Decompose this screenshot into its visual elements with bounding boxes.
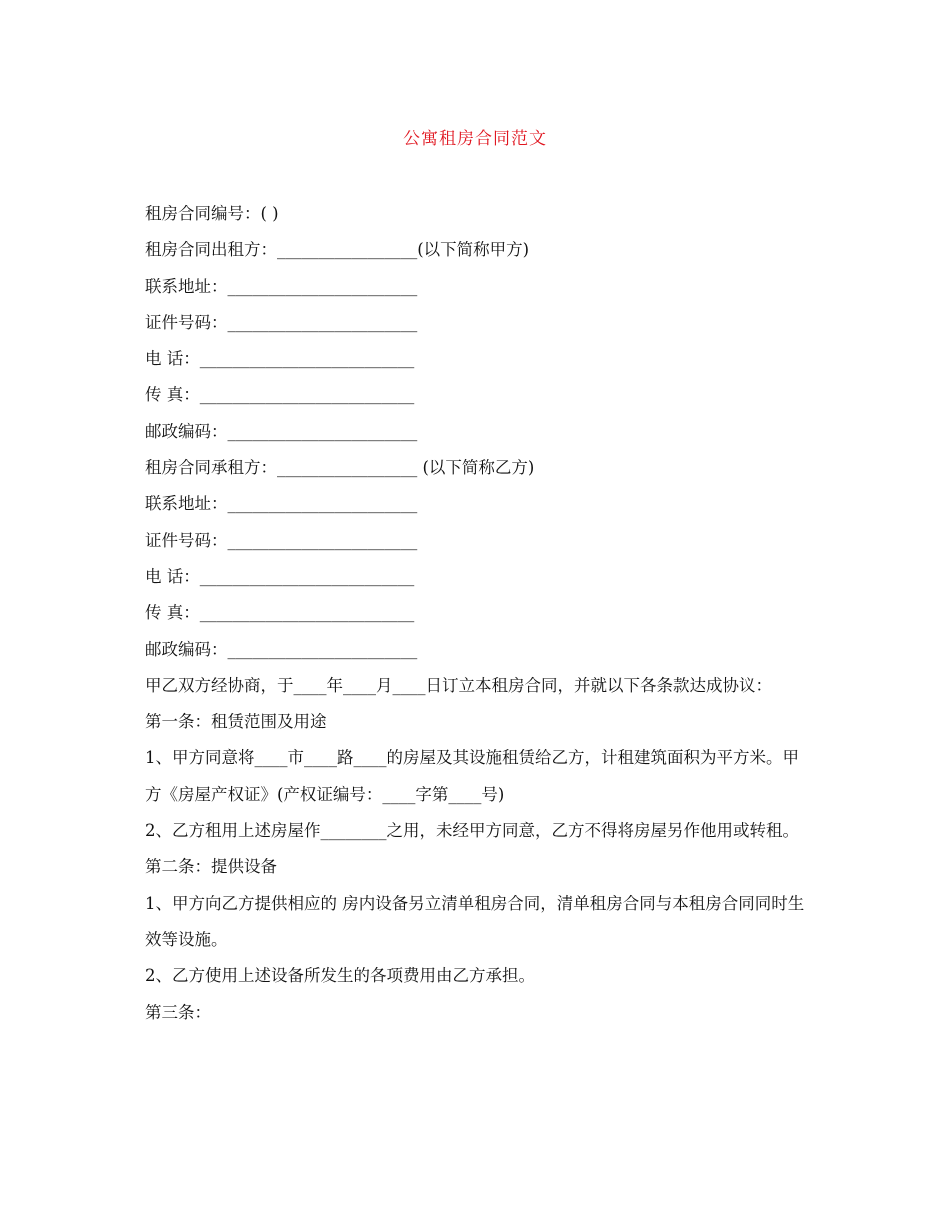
agreement-paragraph: 甲乙双方经协商，于____年____月____日订立本租房合同，并就以下各条款达成协议： <box>145 675 772 695</box>
lessor-fax-line: 传 真：__________________________ <box>145 385 415 405</box>
contract-number-line: 租房合同编号：( ) <box>145 204 279 223</box>
article-2-clause-1: 1、甲方向乙方提供相应的 房内设备另立清单租房合同，清单租房合同与本租房合同同时生效等设施。 <box>145 893 805 949</box>
article-1-clause-1: 1、甲方同意将____市____路____的房屋及其设施租赁给乙方，计租建筑面积为平方米。甲方《房屋产权证》(产权证编号：____字第____号) <box>145 748 799 804</box>
lessor-address-line: 联系地址：_______________________ <box>145 276 418 296</box>
lessee-phone-line: 电 话：__________________________ <box>145 566 415 586</box>
article-2-clause-2: 2、乙方使用上述设备所发生的各项费用由乙方承担。 <box>145 966 535 986</box>
lessor-postcode-line: 邮政编码：_______________________ <box>145 421 418 441</box>
article-1-heading: 第一条：租赁范围及用途 <box>145 712 327 732</box>
lessee-id-line: 证件号码：_______________________ <box>145 530 418 550</box>
article-1-clause-2: 2、乙方租用上述房屋作________之用，未经甲方同意，乙方不得将房屋另作他用或转租。 <box>145 821 799 841</box>
lessor-line: 租房合同出租方：_________________(以下简称甲方) <box>145 240 530 260</box>
lessee-address-line: 联系地址：_______________________ <box>145 494 418 514</box>
lessee-fax-line: 传 真：__________________________ <box>145 603 415 623</box>
document-body <box>145 196 810 1031</box>
article-2-heading: 第二条：提供设备 <box>145 857 277 877</box>
lessor-id-line: 证件号码：_______________________ <box>145 312 418 332</box>
lessee-line: 租房合同承租方：_________________ (以下简称乙方) <box>145 458 535 478</box>
document-title: 公寓租房合同范文 <box>403 129 547 149</box>
lessor-phone-line: 电 话：__________________________ <box>145 349 415 369</box>
article-3-heading: 第三条： <box>145 1002 211 1022</box>
lessee-postcode-line: 邮政编码：_______________________ <box>145 639 418 659</box>
